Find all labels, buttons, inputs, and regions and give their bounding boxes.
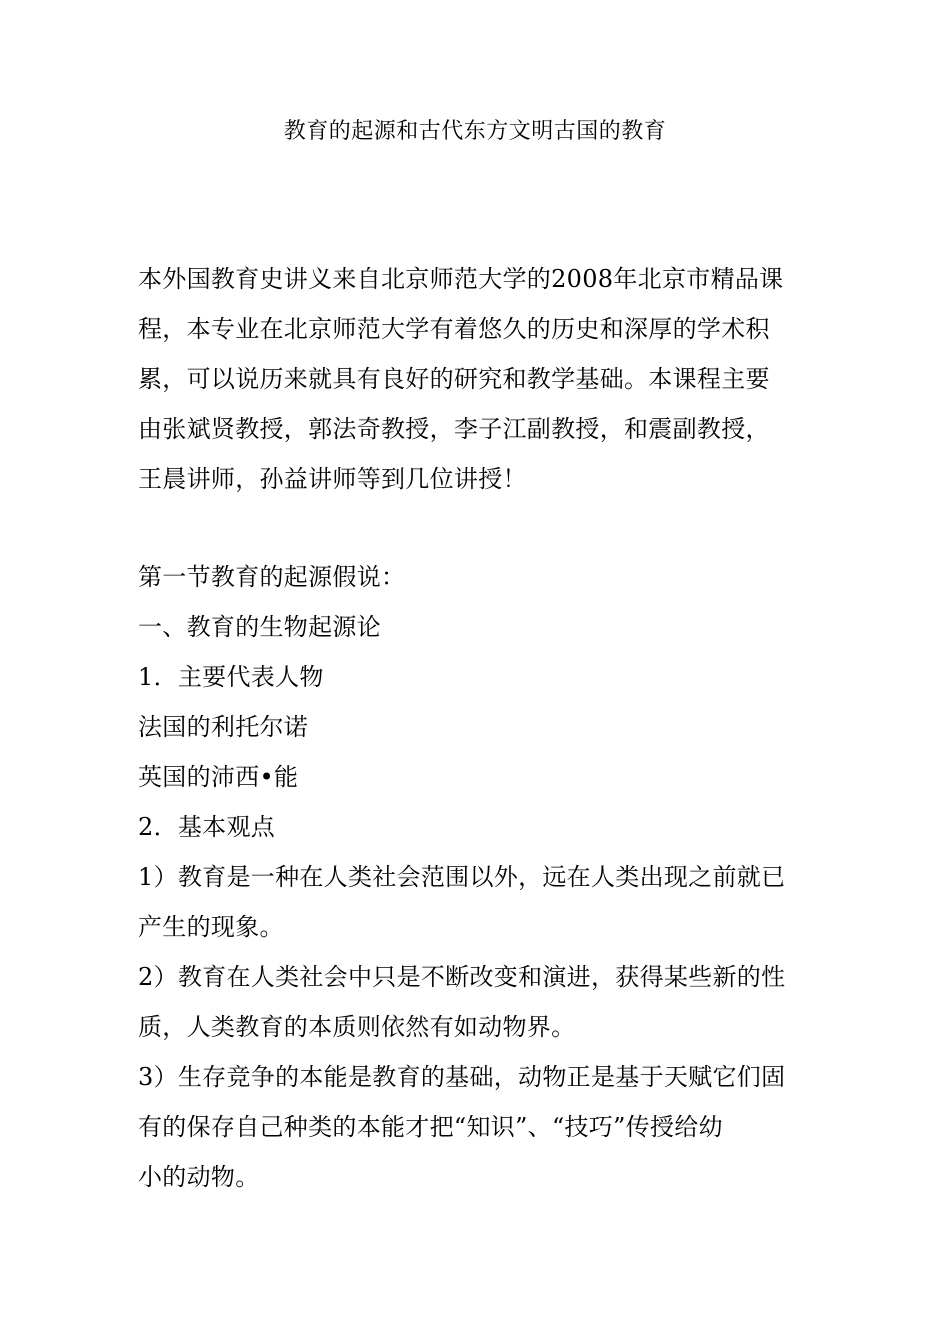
viewpoint2-line: 2）教育在人类社会中只是不断改变和演进，获得某些新的性 xyxy=(138,963,786,991)
item1-heading: 1．主要代表人物 xyxy=(138,663,324,691)
intro-line: 本外国教育史讲义来自北京师范大学的2008年北京市精品课 xyxy=(138,265,784,293)
intro-line: 由张斌贤教授，郭法奇教授，李子江副教授，和震副教授， xyxy=(138,415,770,443)
document-title: 教育的起源和古代东方文明古国的教育 xyxy=(283,119,667,144)
intro-line: 王晨讲师，孙益讲师等到几位讲授！ xyxy=(138,465,527,493)
document-body xyxy=(138,552,818,1202)
intro-line: 程，本专业在北京师范大学有着悠久的历史和深厚的学术积 xyxy=(138,315,770,343)
section-heading: 第一节教育的起源假说： xyxy=(138,563,406,591)
subsection-heading: 一、教育的生物起源论 xyxy=(138,613,381,641)
viewpoint1-line: 1）教育是一种在人类社会范围以外，远在人类出现之前就已 xyxy=(138,863,786,891)
representative-item: 法国的利托尔诺 xyxy=(138,713,309,741)
intro-line: 累，可以说历来就具有良好的研究和教学基础。本课程主要 xyxy=(138,365,770,393)
viewpoint3-line: 小的动物。 xyxy=(138,1163,260,1191)
viewpoint3-line: 3）生存竞争的本能是教育的基础，动物正是基于天赋它们固 xyxy=(138,1063,786,1091)
viewpoint1-line: 产生的现象。 xyxy=(138,913,284,941)
representative-item: 英国的沛西•能 xyxy=(138,763,299,791)
viewpoint2-line: 质，人类教育的本质则依然有如动物界。 xyxy=(138,1013,576,1041)
intro-paragraph xyxy=(138,254,818,504)
viewpoint3-line: 有的保存自己种类的本能才把“知识”、“技巧”传授给幼 xyxy=(138,1113,723,1141)
item2-heading: 2．基本观点 xyxy=(138,813,276,841)
